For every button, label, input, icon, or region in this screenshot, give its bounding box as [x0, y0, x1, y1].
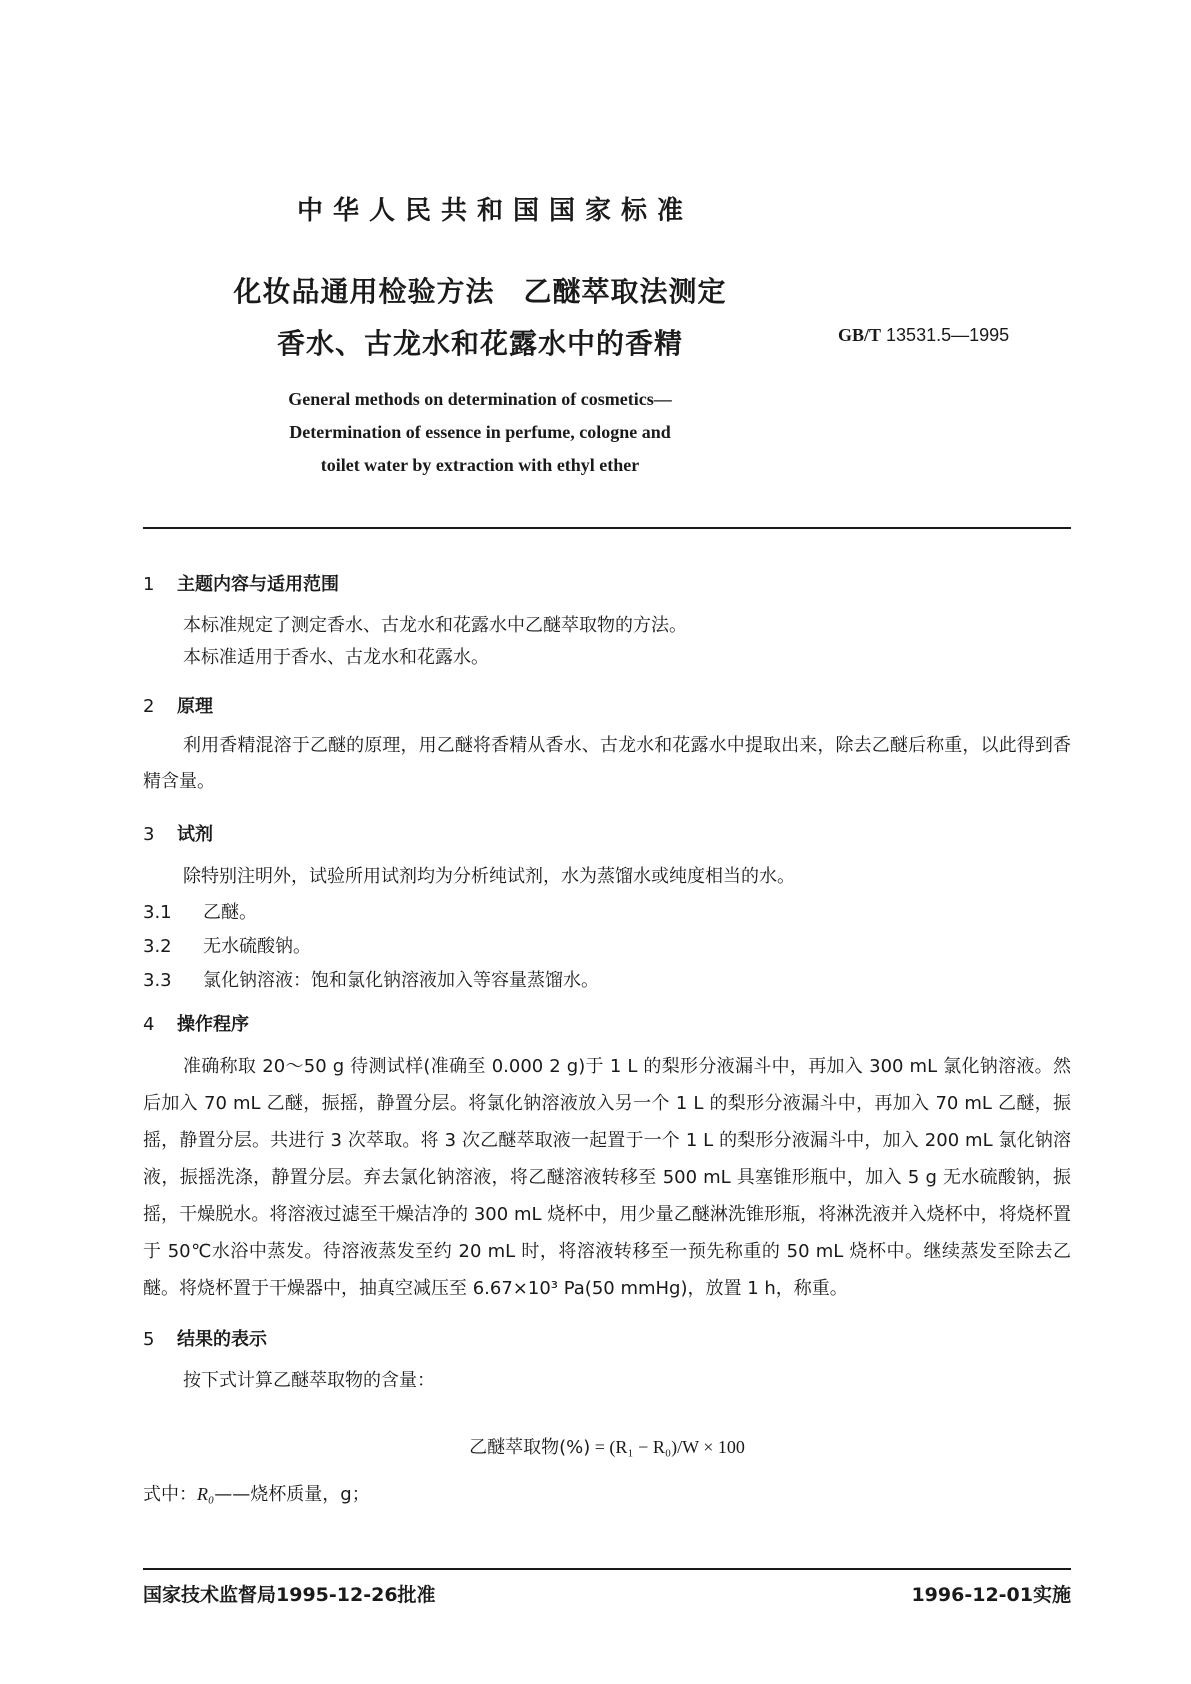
title-cn-line1: 化妆品通用检验方法 乙醚萃取法测定	[233, 275, 727, 308]
section-4-paragraph: 准确称取 20～50 g 待测试样(准确至 0.000 2 g)于 1 L 的梨形分液漏斗中，再加入 300 mL 氯化钠溶液。然后加入 70 mL 乙醚，振摇，静置分层。将氯化钠溶液放入另一个 1 L 的梨形分液漏斗中，再加入 70 mL 乙醚，振摇，静置分层。共进行 3 次萃取。将 3 次乙醚萃取液一起置于一个 1 L 的梨形分液漏斗中，加入 200 mL 氯化钠溶液，振摇洗涤，静置分层。弃去氯化钠溶液，将乙醚溶液转移至 500 mL 具塞锥形瓶中，加入 5 g 无水硫酸钠，振摇，干燥脱水。将溶液过滤至干燥洁净的 300 mL 烧杯中，用少量乙醚淋洗锥形瓶，将淋洗液并入烧杯中，将烧杯置于 50℃水浴中蒸发。待溶液蒸发至约 20 mL 时，将溶液转移至一预先称重的 50 mL 烧杯中。继续蒸发至除去乙醚。将烧杯置于干燥器中，抽真空减压至 6.67×10³ Pa(50 mmHg)，放置 1 h，称重。	[143, 1056, 1071, 1299]
formula-lhs: 乙醚萃取物(%)	[469, 1437, 591, 1458]
section-title: 操作程序	[177, 1014, 249, 1035]
section-number: 3	[143, 824, 155, 845]
implementation-date: 1996-12-01实施	[911, 1584, 1071, 1606]
reagent-item	[143, 966, 599, 992]
section-3-paragraph: 除特别注明外，试验所用试剂均为分析纯试剂，水为蒸馏水或纯度相当的水。	[183, 866, 795, 887]
reagent-item	[143, 898, 257, 924]
section-title: 试剂	[177, 824, 213, 845]
section-3-heading	[143, 820, 213, 846]
section-2-heading	[143, 692, 213, 718]
standard-code	[838, 325, 1009, 346]
item-number: 3.1	[143, 902, 172, 923]
approval-statement: 国家技术监督局1995-12-26批准	[143, 1584, 436, 1606]
where-prefix: 式中：	[143, 1484, 197, 1505]
section-number: 1	[143, 574, 155, 595]
title-cn-line2: 香水、古龙水和花露水中的香精	[276, 327, 683, 360]
variable-description: ——烧杯质量，g；	[214, 1484, 370, 1505]
section-1-paragraph-1: 本标准规定了测定香水、古龙水和花露水中乙醚萃取物的方法。	[183, 615, 687, 636]
section-5-paragraph: 按下式计算乙醚萃取物的含量：	[183, 1370, 435, 1391]
section-1-paragraph-2: 本标准适用于香水、古龙水和花露水。	[183, 647, 489, 668]
title-en-line1: General methods on determination of cosmetics—	[288, 389, 672, 409]
item-number: 3.3	[143, 970, 172, 991]
section-4-heading	[143, 1010, 249, 1036]
section-number: 2	[143, 696, 155, 717]
section-title: 原理	[177, 696, 213, 717]
header-divider	[143, 527, 1071, 529]
item-text: 乙醚。	[203, 902, 257, 923]
section-title: 主题内容与适用范围	[177, 574, 339, 595]
title-en-line2: Determination of essence in perfume, cologne and	[289, 422, 671, 442]
section-title: 结果的表示	[177, 1329, 267, 1350]
formula-rhs: = (R₁ − R₀)/W × 100	[594, 1437, 745, 1457]
item-text: 氯化钠溶液：饱和氯化钠溶液加入等容量蒸馏水。	[203, 970, 599, 991]
item-number: 3.2	[143, 936, 172, 957]
standard-prefix: GB/T	[838, 325, 882, 345]
formula-variable-definition	[143, 1480, 370, 1506]
section-number: 4	[143, 1014, 155, 1035]
title-en-line3: toilet water by extraction with ethyl ether	[320, 455, 640, 475]
standard-number: 13531.5—1995	[886, 325, 1010, 345]
reagent-item	[143, 932, 311, 958]
national-standard-heading: 中华人民共和国国家标准	[296, 196, 693, 226]
section-5-heading	[143, 1325, 267, 1351]
item-text: 无水硫酸钠。	[203, 936, 311, 957]
variable-symbol: R₀	[197, 1484, 215, 1504]
footer-divider	[143, 1568, 1071, 1570]
calculation-formula	[143, 1433, 1071, 1459]
section-2-paragraph: 利用香精混溶于乙醚的原理，用乙醚将香精从香水、古龙水和花露水中提取出来，除去乙醚后称重，以此得到香精含量。	[143, 735, 1071, 792]
section-number: 5	[143, 1329, 155, 1350]
section-1-heading	[143, 570, 339, 596]
